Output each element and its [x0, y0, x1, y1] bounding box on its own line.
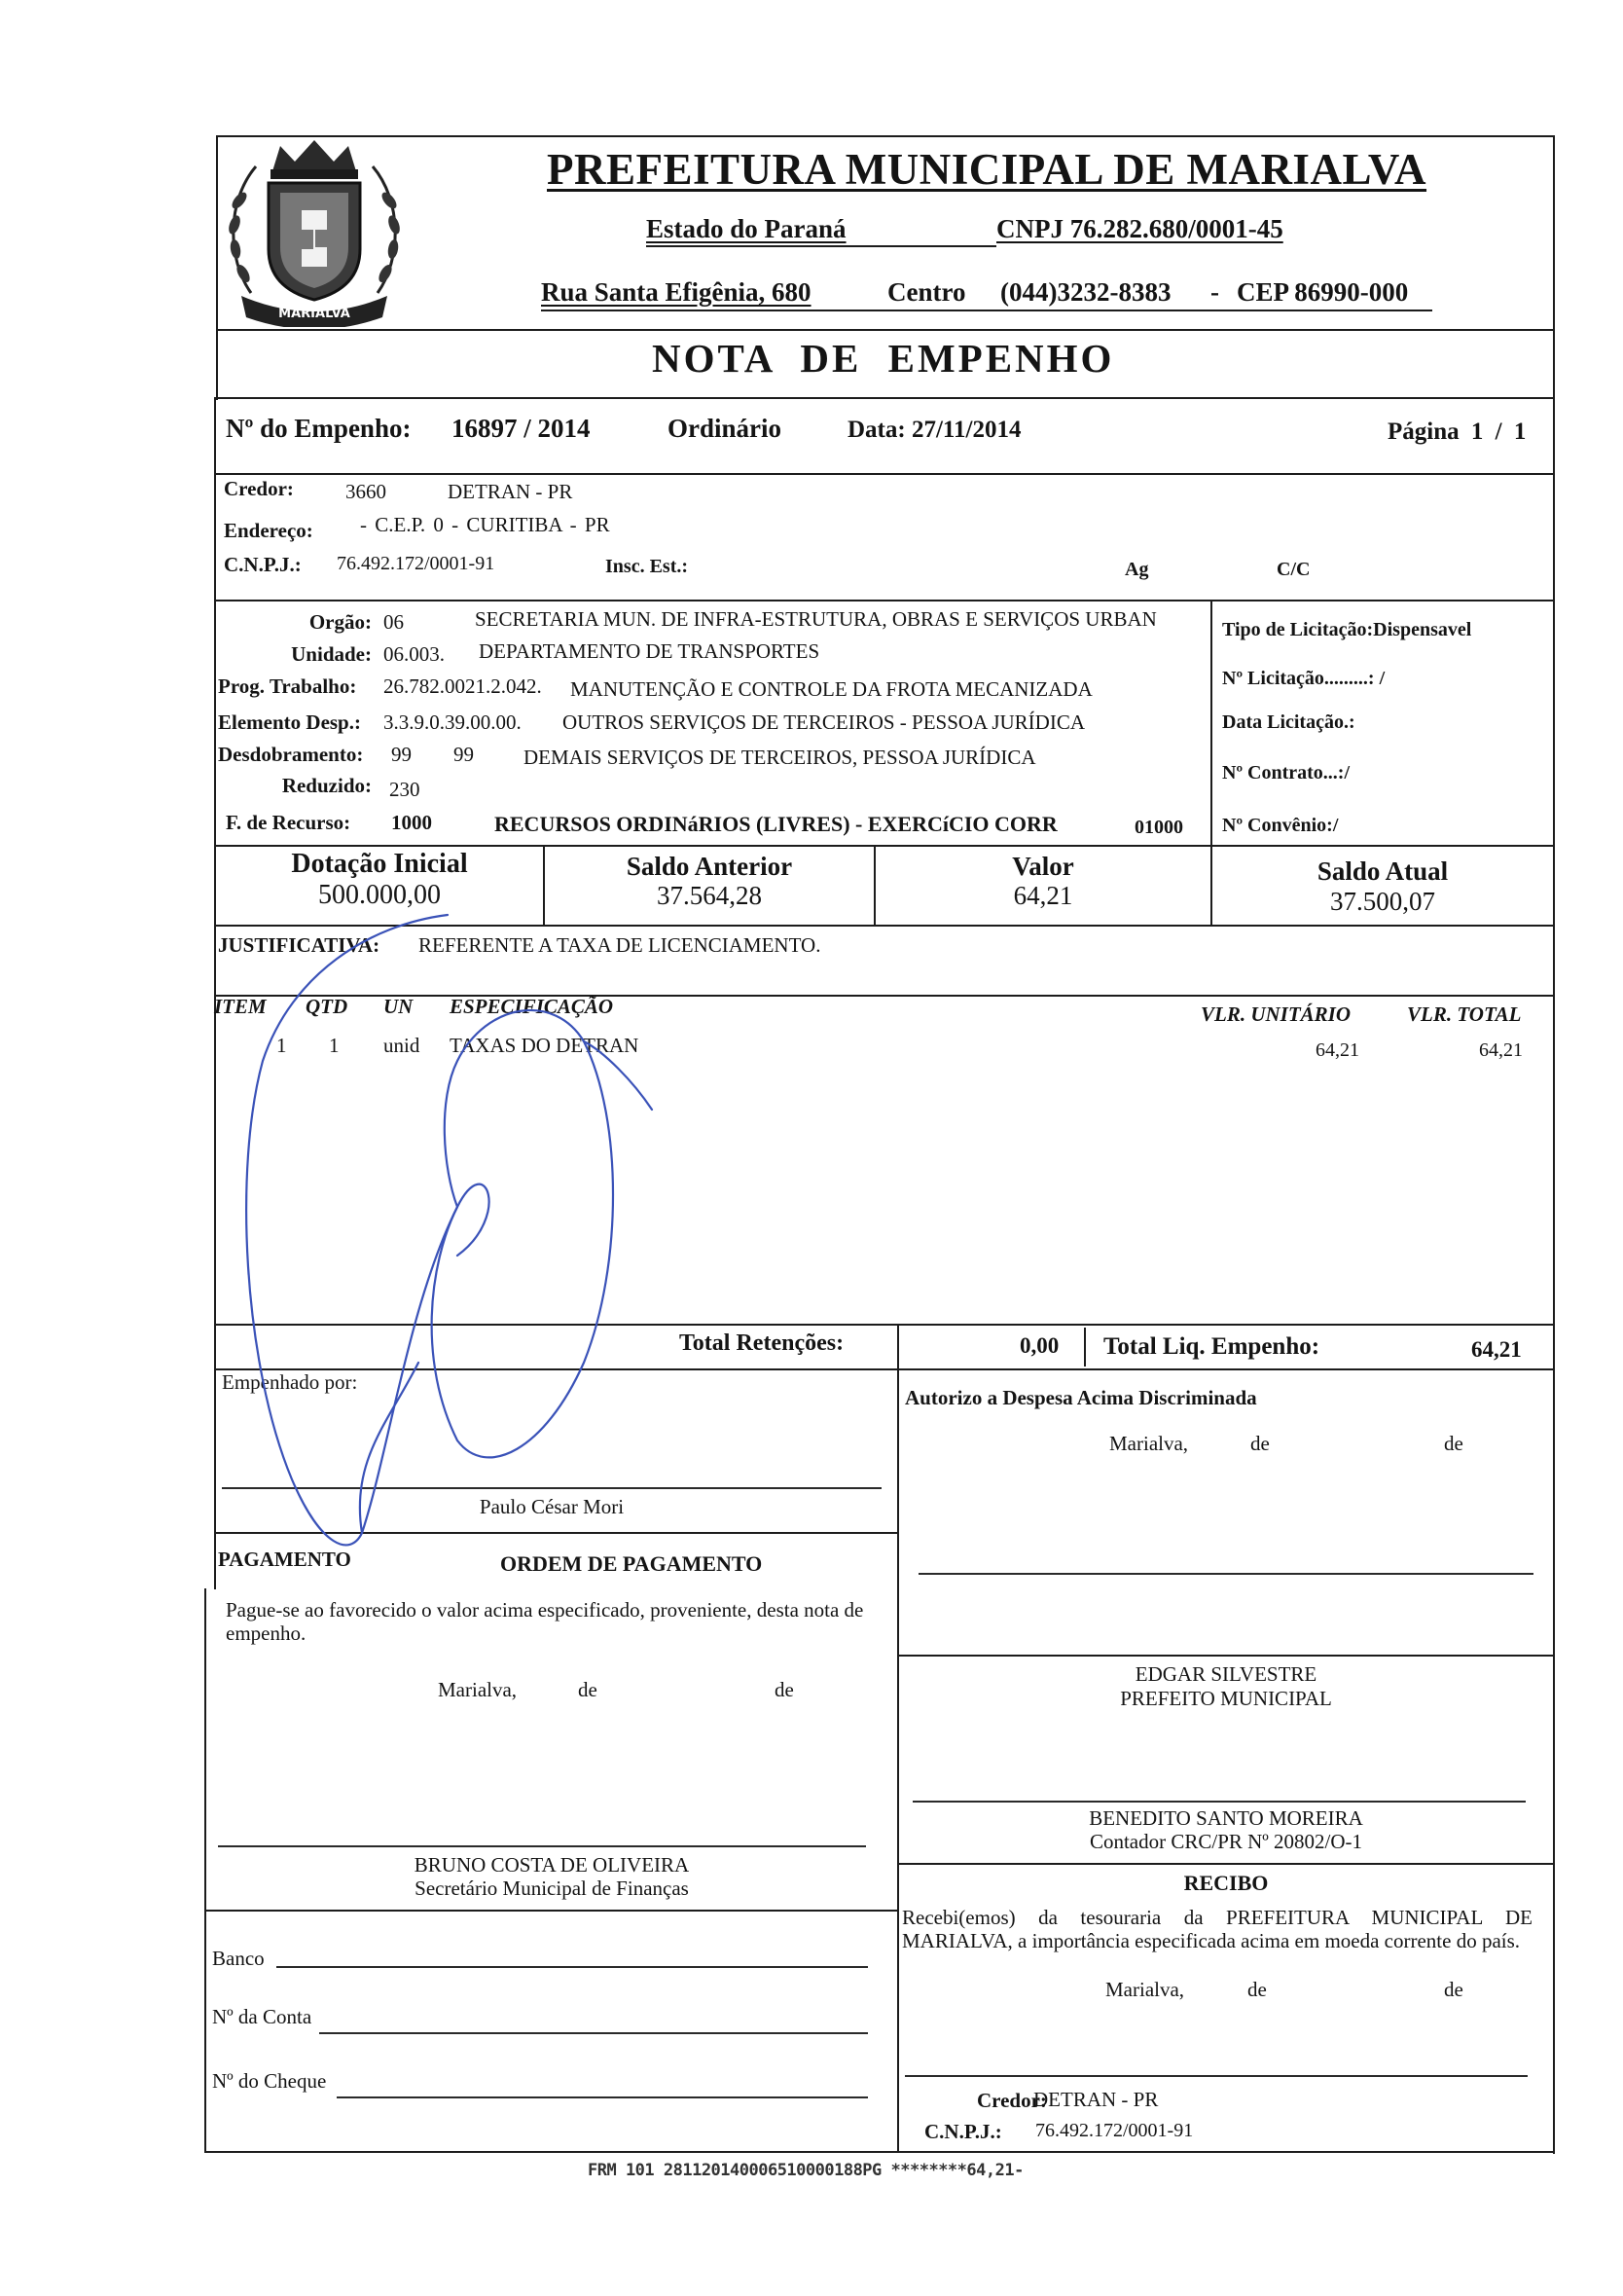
reduzido-code: 230 [389, 778, 420, 801]
header-cep: CEP 86990-000 [1237, 277, 1409, 307]
ordem-pagamento-title: ORDEM DE PAGAMENTO [500, 1551, 763, 1576]
valor-value: 64,21 [1013, 881, 1073, 910]
retencoes-label: Total Retenções: [679, 1330, 845, 1356]
unidade-code: 06.003. [383, 642, 445, 666]
justificativa-text: REFERENTE A TAXA DE LICENCIAMENTO. [418, 933, 821, 957]
desdobramento-code-1: 99 [391, 743, 412, 766]
empenho-number: 16897 / 2014 [451, 414, 591, 443]
row-spec: TAXAS DO DETRAN [450, 1034, 639, 1057]
header-cnpj: CNPJ 76.282.680/0001-45 [996, 214, 1283, 243]
pagamento-de-2: de [775, 1678, 794, 1701]
fonte-recurso-desc: RECURSOS ORDINáRIOS (LIVRES) - EXERCíCIO CORR [494, 812, 1058, 836]
unidade-label: Unidade: [291, 642, 372, 666]
recibo-credor: DETRAN - PR [1033, 2088, 1159, 2111]
data-licitacao: Data Licitação.: [1222, 711, 1355, 733]
orgao-code: 06 [383, 610, 404, 634]
pagamento-label: PAGAMENTO [218, 1548, 351, 1571]
dotacao-label: Dotação Inicial [291, 849, 468, 879]
empenhado-label: Empenhado por: [222, 1370, 358, 1394]
empenhado-name: Paulo César Mori [479, 1495, 625, 1518]
row-total: 64,21 [1479, 1039, 1523, 1061]
recibo-title: RECIBO [1183, 1871, 1269, 1895]
desdobramento-label: Desdobramento: [218, 743, 364, 766]
row-unit-price: 64,21 [1316, 1039, 1359, 1061]
autorizo-de-1: de [1250, 1432, 1270, 1455]
row-qtd: 1 [329, 1034, 340, 1057]
page-number: Página 1 / 1 [1388, 419, 1527, 445]
col-header-un: UN [383, 995, 414, 1018]
pagamento-de-1: de [578, 1678, 597, 1701]
header-dash: - [1210, 277, 1219, 307]
fonte-recurso-code: 1000 [391, 811, 432, 834]
recibo-cnpj: 76.492.172/0001-91 [1035, 2120, 1194, 2141]
justificativa-label: JUSTIFICATIVA: [218, 933, 380, 957]
col-header-qtd: QTD [306, 995, 348, 1018]
footer-code: FRM 101 281120140006510000188PG ********64,21- [588, 2161, 1024, 2180]
credor-cnpj: 76.492.172/0001-91 [337, 553, 495, 574]
reduzido-label: Reduzido: [281, 774, 372, 797]
seal-ribbon-text: MARIALVA [278, 307, 350, 321]
row-item: 1 [276, 1034, 287, 1057]
recibo-credor-label: Credor: [977, 2089, 1047, 2112]
row-un: unid [383, 1034, 420, 1057]
autorizo-de-2: de [1444, 1432, 1463, 1455]
numero-convenio: Nº Convênio:/ [1222, 815, 1339, 836]
credor-cnpj-label: C.N.P.J.: [224, 553, 302, 576]
cheque-label: Nº do Cheque [212, 2069, 327, 2093]
recibo-de-2: de [1444, 1978, 1463, 2001]
prefeito-name: EDGAR SILVESTRE [1135, 1662, 1317, 1686]
elemento-desc: OUTROS SERVIÇOS DE TERCEIROS - PESSOA JURÍDICA [562, 711, 1086, 734]
address-label: Endereço: [224, 519, 313, 542]
tipo-licitacao: Tipo de Licitação:Dispensavel [1222, 619, 1472, 640]
pagamento-text: Pague-se ao favorecido o valor acima especificado, proveniente, desta nota de empenho. [226, 1598, 864, 1646]
recibo-cnpj-label: C.N.P.J.: [924, 2120, 1002, 2143]
page-title: PREFEITURA MUNICIPAL DE MARIALVA [547, 145, 1427, 194]
prog-trabalho-desc: MANUTENÇÃO E CONTROLE DA FROTA MECANIZADA [570, 677, 1093, 701]
header-phone: (044)3232-8383 [1000, 277, 1172, 307]
liquido-label: Total Liq. Empenho: [1103, 1333, 1320, 1360]
autorizo-city: Marialva, [1109, 1432, 1189, 1455]
col-header-item: ITEM [214, 995, 267, 1018]
saldo-atual-label: Saldo Atual [1316, 856, 1449, 886]
empenho-type: Ordinário [667, 414, 782, 443]
saldo-atual-value: 37.500,07 [1330, 887, 1435, 916]
contador-name: BENEDITO SANTO MOREIRA [1089, 1806, 1363, 1830]
fonte-recurso-label: F. de Recurso: [226, 811, 351, 834]
conta-label: Nº da Conta [212, 2005, 312, 2028]
account-label: C/C [1277, 559, 1311, 580]
saldo-anterior-label: Saldo Anterior [626, 852, 793, 881]
credor-address: - C.E.P. 0 - CURITIBA - PR [360, 513, 610, 536]
credor-code: 3660 [345, 480, 386, 503]
empenho-date: Data: 27/11/2014 [848, 417, 1022, 443]
document-title: NOTA DE EMPENHO [652, 336, 1115, 381]
empenho-number-label: Nº do Empenho: [226, 414, 412, 443]
unidade-desc: DEPARTAMENTO DE TRANSPORTES [479, 639, 820, 663]
autorizo-label: Autorizo a Despesa Acima Discriminada [905, 1386, 1257, 1409]
prog-trabalho-label: Prog. Trabalho: [218, 674, 357, 698]
recibo-de-1: de [1247, 1978, 1267, 2001]
state-label: Estado do Paraná [646, 214, 847, 243]
numero-licitacao: Nº Licitação.........: / [1222, 668, 1386, 689]
col-header-spec: ESPECIFICAÇÃO [450, 995, 614, 1018]
col-header-total: VLR. TOTAL [1407, 1002, 1522, 1026]
pagamento-city: Marialva, [438, 1678, 518, 1701]
prog-trabalho-code: 26.782.0021.2.042. [383, 674, 542, 698]
col-header-unit-price: VLR. UNITÁRIO [1201, 1002, 1352, 1026]
secretario-role: Secretário Municipal de Finanças [415, 1877, 689, 1900]
desdobramento-code-2: 99 [453, 743, 474, 766]
prefeito-role: PREFEITO MUNICIPAL [1120, 1687, 1332, 1710]
elemento-label: Elemento Desp.: [218, 711, 361, 734]
header-street: Rua Santa Efigênia, 680 [541, 277, 812, 307]
dotacao-value: 500.000,00 [318, 880, 441, 910]
credor-label: Credor: [224, 477, 294, 500]
insc-est-label: Insc. Est.: [605, 556, 689, 577]
banco-label: Banco [212, 1947, 265, 1970]
desdobramento-desc: DEMAIS SERVIÇOS DE TERCEIROS, PESSOA JURÍDICA [523, 746, 1036, 769]
valor-label: Valor [1012, 852, 1074, 881]
liquido-value: 64,21 [1471, 1337, 1522, 1362]
contador-role: Contador CRC/PR Nº 20802/O-1 [1089, 1830, 1363, 1853]
credor-name: DETRAN - PR [448, 480, 573, 503]
saldo-anterior-value: 37.564,28 [657, 881, 762, 910]
header-district: Centro [887, 277, 966, 307]
numero-contrato: Nº Contrato...:/ [1222, 762, 1351, 784]
recibo-city: Marialva, [1105, 1978, 1185, 2001]
orgao-label: Orgão: [308, 610, 372, 634]
elemento-code: 3.3.9.0.39.00.00. [383, 711, 522, 734]
recibo-text: Recebi(emos) da tesouraria da PREFEITURA MUNICIPAL DE MARIALVA, a importância especificada acima em moeda corrente do país. [902, 1906, 1533, 1953]
retencoes-value: 0,00 [1020, 1333, 1060, 1358]
secretario-name: BRUNO COSTA DE OLIVEIRA [414, 1853, 690, 1877]
agency-label: Ag [1125, 559, 1149, 580]
fonte-recurso-number: 01000 [1135, 817, 1183, 838]
orgao-desc: SECRETARIA MUN. DE INFRA-ESTRUTURA, OBRAS E SERVIÇOS URBAN [475, 607, 1157, 631]
